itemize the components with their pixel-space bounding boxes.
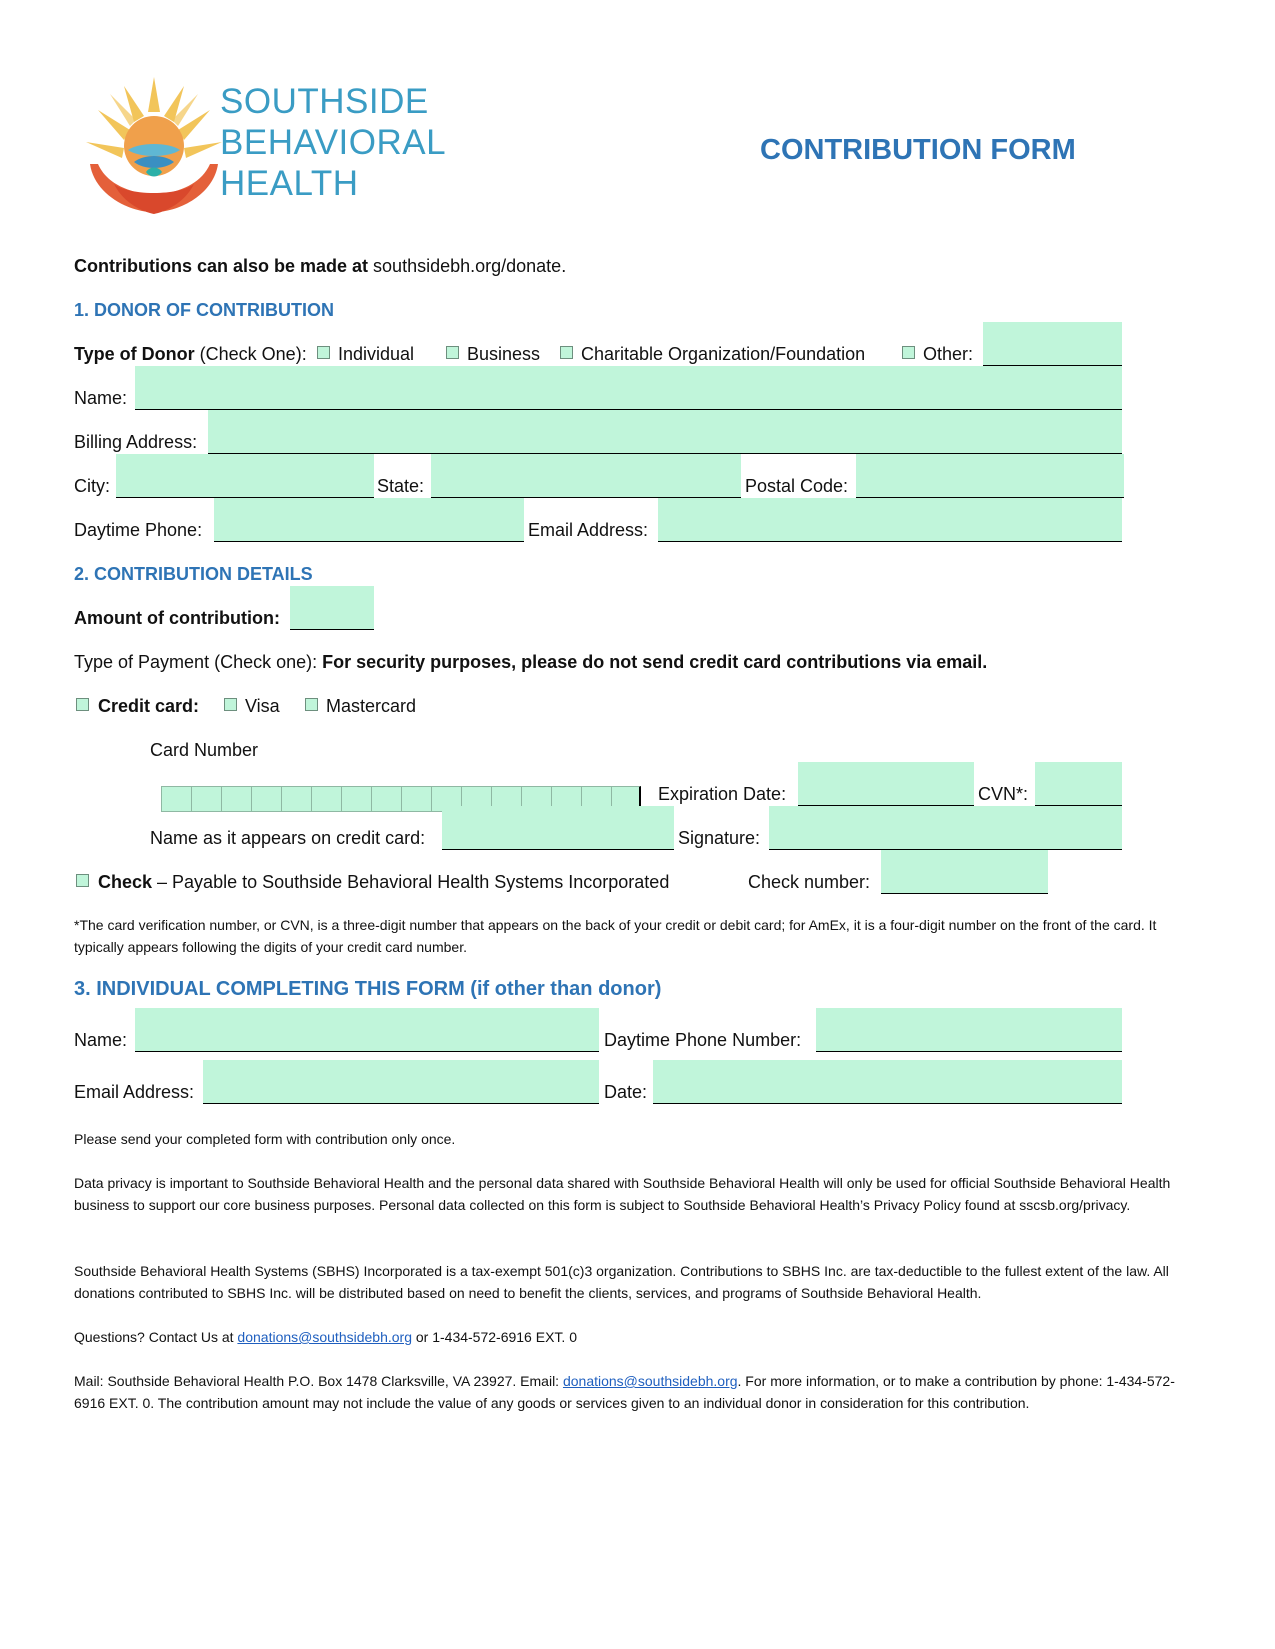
card-digit-cell (342, 787, 372, 811)
logo-text-line2: BEHAVIORAL (220, 123, 447, 162)
mail-prefix: Mail: Southside Behavioral Health P.O. Box 1478 Clarksville, VA 23927. Email: (74, 1373, 563, 1389)
completer-name-label: Name: (74, 1030, 128, 1050)
state-input[interactable] (431, 454, 741, 498)
intro-rest: southsidebh.org/donate. (368, 256, 567, 276)
checkbox-business[interactable] (446, 346, 459, 359)
questions-prefix: Questions? Contact Us at (74, 1329, 238, 1345)
other-input[interactable] (983, 322, 1122, 366)
signature-label: Signature: (678, 828, 761, 848)
option-business-label: Business (467, 344, 541, 364)
questions-suffix: or 1-434-572-6916 EXT. 0 (411, 1329, 577, 1345)
mail-email-link[interactable]: donations@southsidebh.org (562, 1373, 738, 1389)
questions-line (74, 1326, 1204, 1348)
postal-code-input[interactable] (856, 454, 1124, 498)
logo (84, 72, 447, 222)
city-input[interactable] (116, 454, 374, 498)
section3-heading: 3. INDIVIDUAL COMPLETING THIS FORM (if other than donor) (74, 978, 662, 1000)
option-other-label: Other: (923, 344, 974, 364)
card-digit-cell (252, 787, 282, 811)
expiration-label: Expiration Date: (658, 784, 787, 804)
privacy-note: Data privacy is important to Southside Behavioral Health and the personal data shared with Southside Behavioral Health will only be used for official Southside Behavioral Health business to support our core business purposes. Personal data collected on this form is subject to Southside Behavioral Health’s Privacy Policy found at sscsb.org/privacy. (74, 1175, 1171, 1213)
mail-note (74, 1370, 1204, 1414)
completer-email-input[interactable] (203, 1060, 599, 1104)
check-number-input[interactable] (881, 850, 1048, 894)
cvn-label: CVN*: (978, 784, 1029, 804)
card-digit-cell (162, 787, 192, 811)
checkbox-visa[interactable] (224, 698, 237, 711)
credit-card-label: Credit card: (98, 696, 200, 716)
amount-label: Amount of contribution: (74, 608, 280, 628)
card-digit-cell (222, 787, 252, 811)
completer-phone-label: Daytime Phone Number: (604, 1030, 802, 1050)
donor-name-label: Name: (74, 388, 128, 408)
card-digit-cell (192, 787, 222, 811)
state-label: State: (377, 476, 425, 496)
cvn-input[interactable] (1035, 762, 1122, 806)
logo-text-line1: SOUTHSIDE (220, 82, 429, 121)
section1-heading: 1. DONOR OF CONTRIBUTION (74, 300, 334, 320)
email-label: Email Address: (528, 520, 649, 540)
payment-warning: For security purposes, please do not send credit card contributions via email. (322, 652, 988, 672)
check-line (98, 871, 669, 893)
checkbox-individual[interactable] (317, 346, 330, 359)
checkbox-credit-card[interactable] (76, 698, 89, 711)
name-on-card-input[interactable] (442, 806, 674, 850)
name-on-card-label: Name as it appears on credit card: (150, 828, 426, 848)
card-number-label: Card Number (150, 740, 259, 760)
donor-type-hint: (Check One): (194, 344, 307, 364)
donor-type-bold: Type of Donor (74, 344, 195, 364)
logo-text-line3: HEALTH (220, 164, 359, 203)
donor-type-label (74, 343, 307, 365)
visa-label: Visa (245, 696, 280, 716)
checkbox-charitable[interactable] (560, 346, 573, 359)
email-input[interactable] (658, 498, 1122, 542)
intro-text (74, 255, 566, 277)
donations-email-link[interactable]: donations@southsidebh.org (237, 1329, 412, 1345)
daytime-phone-label: Daytime Phone: (74, 520, 203, 540)
donor-name-input[interactable] (135, 366, 1122, 410)
section2-heading: 2. CONTRIBUTION DETAILS (74, 564, 313, 584)
completer-email-label: Email Address: (74, 1082, 195, 1102)
daytime-phone-input[interactable] (214, 498, 524, 542)
billing-address-label: Billing Address: (74, 432, 198, 452)
check-label: Check (98, 872, 153, 892)
payment-type-line (74, 651, 987, 673)
card-digit-cell (372, 787, 402, 811)
card-digit-cell (312, 787, 342, 811)
checkbox-mastercard[interactable] (305, 698, 318, 711)
payment-type-label: Type of Payment (Check one): (74, 652, 323, 672)
tax-note: Southside Behavioral Health Systems (SBHS) Incorporated is a tax-exempt 501(c)3 organization. Contributions to SBHS Inc. are tax-deductible to the fullest extent of the law. All donations contributed to SBHS Inc. will be distributed based on need to benefit the clients, services, and programs of Southside Behavioral Health. (74, 1263, 1169, 1301)
logo-emblem-icon (84, 72, 224, 222)
send-once-note: Please send your completed form with contribution only once. (74, 1131, 456, 1147)
expiration-input[interactable] (798, 762, 974, 806)
option-charitable-label: Charitable Organization/Foundation (581, 344, 866, 364)
checkbox-check[interactable] (76, 874, 89, 887)
postal-code-label: Postal Code: (745, 476, 849, 496)
signature-input[interactable] (769, 806, 1122, 850)
check-number-label: Check number: (748, 872, 871, 892)
amount-input[interactable] (290, 586, 374, 630)
option-individual-label: Individual (338, 344, 415, 364)
mail-suffix: . For more information, or to make a contribution by phone: 1-434-572-6916 EXT. 0. The contribution amount may not include the value of any goods or services given to an individual donor in consideration for this contribution. (74, 1373, 1175, 1411)
mastercard-label: Mastercard (326, 696, 417, 716)
intro-bold: Contributions can also be made at (74, 256, 369, 276)
completer-name-input[interactable] (135, 1008, 599, 1052)
page-title: CONTRIBUTION FORM (760, 134, 1076, 166)
checkbox-other[interactable] (902, 346, 915, 359)
completer-date-label: Date: (604, 1082, 648, 1102)
card-digit-cell (402, 787, 432, 811)
city-label: City: (74, 476, 110, 496)
cvn-note: *The card verification number, or CVN, is a three-digit number that appears on the back of your credit or debit card; for AmEx, it is a four-digit number on the front of the card. It typically appears following the digits of your credit card number. (74, 917, 1157, 955)
completer-date-input[interactable] (653, 1060, 1122, 1104)
billing-address-input[interactable] (208, 410, 1122, 454)
check-desc: – Payable to Southside Behavioral Health Systems Incorporated (152, 872, 670, 892)
completer-phone-input[interactable] (816, 1008, 1122, 1052)
card-digit-cell (282, 787, 312, 811)
